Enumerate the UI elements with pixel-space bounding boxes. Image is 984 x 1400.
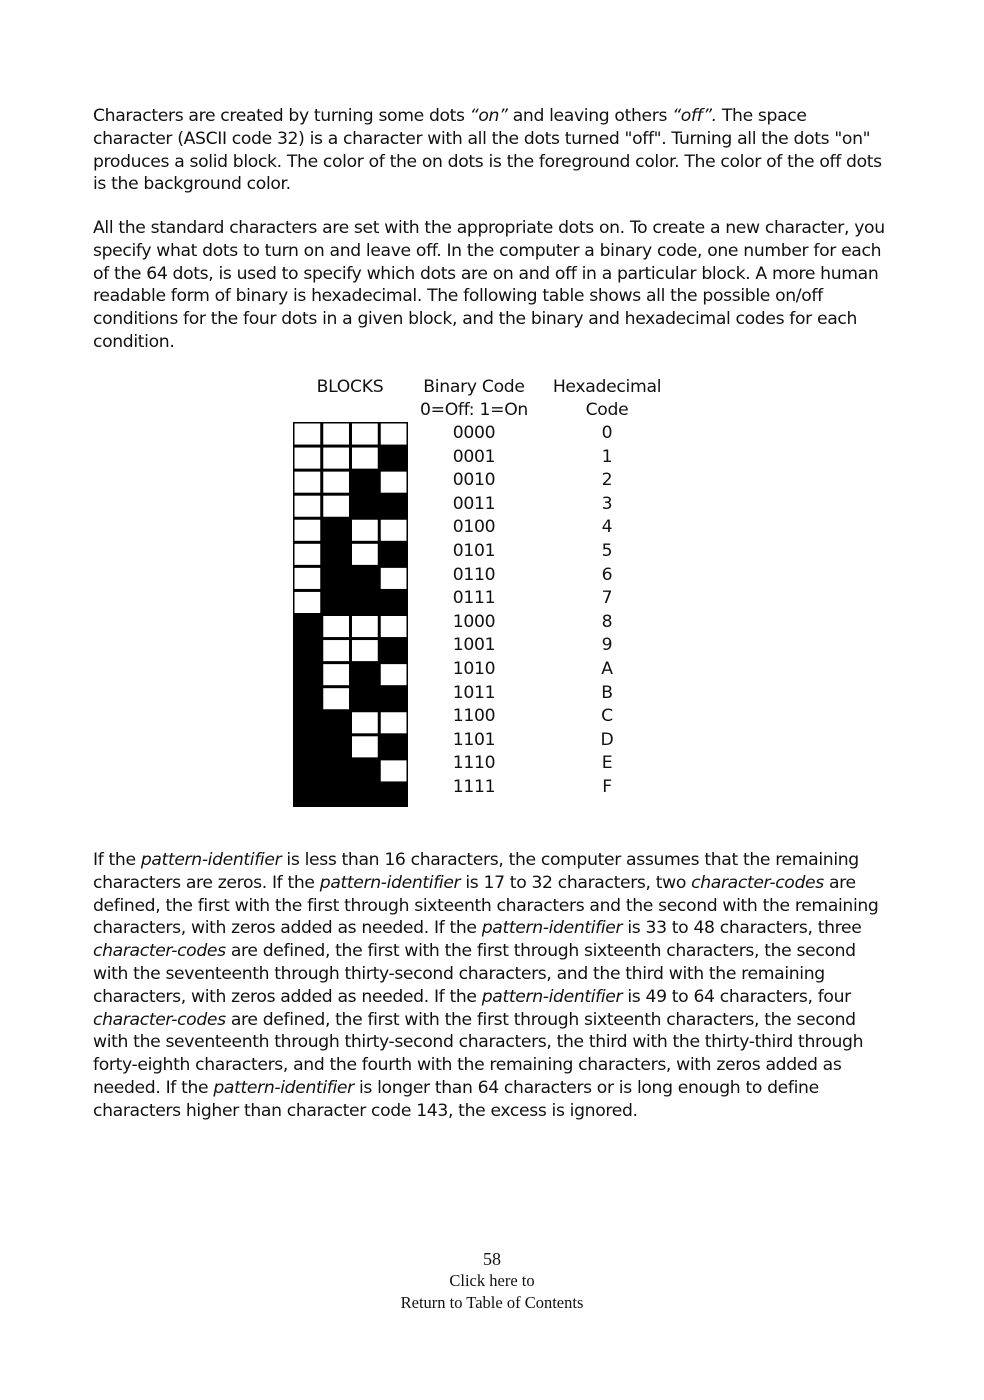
hex-code-cell: 4 [601,517,613,538]
dot-off [352,616,378,637]
hex-code-cell: C [601,706,613,727]
binary-explanation-paragraph [93,217,885,354]
dot-on [352,688,378,709]
dot-off [323,688,349,709]
dot-off [323,448,349,469]
binary-code-cell: 0001 [452,446,496,467]
binary-code-cell: 1011 [452,682,496,703]
dot-off [352,448,378,469]
intro-paragraph [93,105,885,196]
dot-off [295,424,321,445]
binary-code-cell: 1101 [452,729,496,750]
hex-code-cell: 3 [601,493,613,514]
pattern-identifier-paragraph [93,849,885,1123]
binary-code-cell: 0000 [452,423,496,443]
dot-off [352,640,378,661]
binary-code-header [408,376,540,422]
dot-off [381,616,407,637]
dot-off [295,496,321,517]
italic-term: pattern-identifier [140,850,282,870]
dot-off [323,616,349,637]
hex-code-cell: B [601,682,613,703]
dot-on [381,736,407,757]
binary-header-line2: 0=Off: 1=On [419,400,529,420]
dot-off [323,640,349,661]
dot-on [323,520,349,541]
dot-off [381,424,407,445]
dot-on [352,784,378,805]
dot-off [323,664,349,685]
text-run: are defined, the first with the first through sixteenth characters and the second with the remaining characters, with zeros added as needed. If the [93,872,879,939]
dot-off [295,472,321,493]
dot-off [323,496,349,517]
dot-on [352,760,378,781]
dot-on [352,664,378,685]
dot-on [352,496,378,517]
hex-code-cell: 1 [601,446,613,467]
dot-off [295,592,321,613]
binary-code-cell: 0011 [452,493,496,514]
italic-term: character-codes [691,872,824,893]
text-run: Characters are created by turning some dots [93,106,470,126]
dot-on [381,640,407,661]
hex-code-cell: 9 [601,635,613,656]
italic-term: character-codes [93,1009,226,1030]
binary-code-cell: 0110 [452,564,496,585]
binary-code-cell: 1110 [452,753,496,774]
dot-on [352,568,378,589]
blocks-header-label: BLOCKS [316,377,384,397]
dot-on [352,592,378,613]
dot-on [295,688,321,709]
dot-on [295,664,321,685]
hex-code-cell: F [602,776,612,797]
dot-off [352,424,378,445]
binary-code-column [418,422,530,800]
toc-link-line1[interactable]: Click here to [449,1271,535,1290]
dot-off [323,472,349,493]
dot-on [381,448,407,469]
dot-off [352,712,378,733]
dot-off [295,544,321,565]
dot-on [381,496,407,517]
hex-code-column [572,422,642,800]
text-run: are defined, the first with the first through sixteenth characters, the second with the seventeenth through thirty-second characters, and the third with the remaining characters, with zeros added as needed. If the [93,941,856,1007]
dot-on [295,712,321,733]
binary-code-cell: 0101 [452,540,496,561]
binary-code-cell: 1000 [452,611,496,632]
binary-code-cell: 0010 [452,470,496,491]
dot-on [323,544,349,565]
dot-off [381,760,407,781]
table-of-contents-link[interactable] [0,1270,984,1314]
hex-code-cell: 6 [601,564,613,585]
text-run: All the standard characters are set with the appropriate dots on. To create a new character, you specify what dots to turn on and leave off. In the computer a binary code, one number for each of the 64 dots, is used to specify which dots are on and off in a particular block. A more human readable form of binary is hexadecimal. The following table shows all the possible on/off conditions for the four dots in a given block, and the binary and hexadecimal codes for each condition. [93,218,885,352]
dot-off [381,520,407,541]
dot-on [323,592,349,613]
dot-off [381,664,407,685]
text-run: are defined, the first with the first through sixteenth characters, the second with the seventeenth through thirty-second characters, the third with the thirty-third through forty-eighth characters, and the fourth with the remaining characters, with zeros added as needed. If the [93,1009,864,1098]
dot-off [323,424,349,445]
italic-term: pattern-identifier [319,872,461,893]
binary-code-cell: 1100 [452,706,496,727]
dot-off [352,736,378,757]
italic-term: pattern-identifier [481,918,623,939]
binary-code-cell: 0111 [452,588,496,609]
dot-blocks-grid [293,422,408,807]
dot-off [381,712,407,733]
binary-code-cell: 0100 [452,517,496,538]
hex-code-cell: D [600,729,614,750]
dot-off [381,472,407,493]
dot-on [295,736,321,757]
text-run: If the [93,850,141,870]
page-number: 58 [483,1249,501,1269]
text-run: is longer than 64 characters or is long enough to define characters higher than character code 143, the excess is ignored. [93,1077,819,1121]
italic-term: character-codes [93,941,226,962]
hex-code-cell: 0 [601,423,613,443]
hex-code-cell: A [601,658,613,679]
dot-on [295,616,321,637]
dot-on [295,760,321,781]
text-run: is 49 to 64 characters, four [622,986,851,1007]
binary-code-cell: 1001 [452,635,496,656]
dot-on [323,760,349,781]
hex-code-cell: 7 [601,588,613,609]
text-run: is 17 to 32 characters, two [460,872,692,893]
dot-on [323,568,349,589]
dot-on [323,784,349,805]
dot-on [352,472,378,493]
toc-link-line2[interactable]: Return to Table of Contents [400,1293,584,1312]
dot-off [381,568,407,589]
hex-header-line1: Hexadecimal [552,377,662,397]
hex-code-cell: 2 [601,470,613,491]
hex-code-header [548,376,666,422]
dot-on [381,688,407,709]
dot-on [381,592,407,613]
hex-code-cell: E [601,753,613,774]
dot-off [295,448,321,469]
binary-header-line1: Binary Code [423,377,525,397]
binary-code-cell: 1111 [452,776,496,797]
italic-term: pattern-identifier [481,986,623,1007]
text-run: is less than 16 characters, the computer assumes that the remaining characters are zeros. If the [93,850,859,893]
dot-off [295,568,321,589]
dot-on [323,712,349,733]
hex-header-line2: Code [585,400,629,420]
italic-term: “on” [469,106,508,126]
italic-term: pattern-identifier [213,1077,354,1098]
text-run: is 33 to 48 characters, three [622,918,862,939]
binary-code-cell: 1010 [452,658,496,679]
dot-off [295,520,321,541]
text-run: The space character (ASCII code 32) is a character with all the dots turned "off". Turning all the dots "on" produces a solid block. The color of the on dots is the foreground color. The color of the off dots is the background color. [93,106,882,195]
dot-on [381,544,407,565]
hex-code-cell: 5 [601,540,613,561]
dot-on [323,736,349,757]
dot-on [381,784,407,805]
text-run: and leaving others [507,106,673,126]
italic-term: “off”. [672,106,717,126]
blocks-header [300,376,400,399]
dot-off [352,520,378,541]
hex-code-cell: 8 [601,611,613,632]
dot-on [295,640,321,661]
dot-off [352,544,378,565]
dot-on [295,784,321,805]
